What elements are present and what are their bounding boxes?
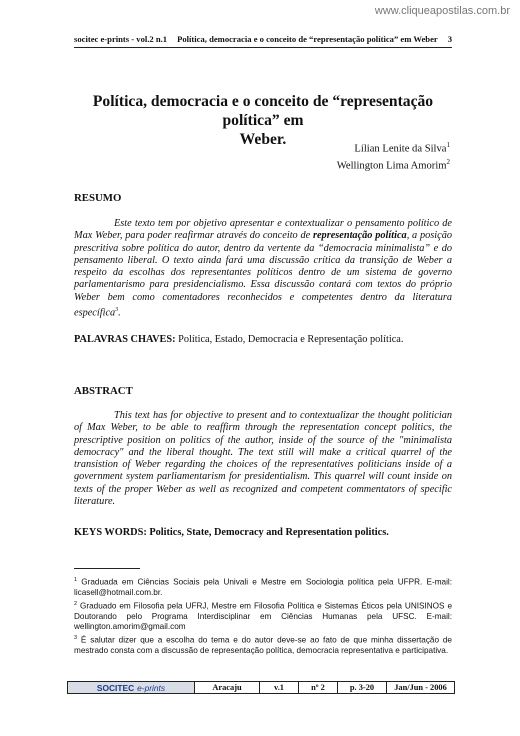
footer-brand xyxy=(68,682,194,693)
footnote-2-text: Graduado em Filosofia pela UFRJ, Mestre em Filosofia Política e Sistemas Éticos pela UNISINOS e Doutorando pelo Programa Interdisciplinar em Ciências Humanas pela UFSC. E-mail: wellington.amorim@gmail.com xyxy=(74,601,452,632)
footer-date: Jan/Jun - 2006 xyxy=(386,682,454,693)
abstract-heading: ABSTRACT xyxy=(74,385,133,397)
footer-brand-eprints: e-prints xyxy=(137,682,166,693)
footnote-1-mark: 1 xyxy=(74,577,78,583)
resumo-footnote-mark: 3 xyxy=(115,307,119,314)
resumo-text-part-1: Este texto tem por objetivo apresentar e contextualizar o pensamento político de Max Weber, para poder reafirmar através do conceito de xyxy=(74,218,452,242)
footnote-2 xyxy=(74,599,452,633)
resumo-heading: RESUMO xyxy=(74,192,122,204)
running-header xyxy=(74,34,452,44)
footnote-3 xyxy=(74,633,452,657)
watermark-url: www.cliqueapostilas.com.br xyxy=(374,5,510,17)
footer-city: Aracaju xyxy=(194,682,259,693)
footnote-divider xyxy=(74,568,140,569)
footer-volume: v.1 xyxy=(259,682,298,693)
author-list xyxy=(337,139,450,172)
resumo-text-bold: representação política xyxy=(312,230,407,242)
footer-pages: p. 3-20 xyxy=(337,682,386,693)
resumo-paragraph xyxy=(74,218,452,320)
footer-number: nº 2 xyxy=(298,682,337,693)
paper-title-line-2: Weber. xyxy=(239,131,287,148)
footer-brand-socitec: SOCITEC xyxy=(96,682,135,693)
footnotes xyxy=(74,575,452,656)
running-header-journal: socitec e-prints - vol.2 n.1 xyxy=(74,34,168,44)
author-2-footnote-mark: 2 xyxy=(446,157,450,166)
header-divider xyxy=(74,47,452,48)
palavras-chaves-label: PALAVRAS CHAVES: xyxy=(74,334,176,345)
footnote-1-text: Graduada em Ciências Sociais pela Univali e Mestre em Sociologia política pela UFPR. E-mail: licasell@hotmail.com.br. xyxy=(74,577,452,598)
keywords-english: KEYS WORDS: Politics, State, Democracy and Representation politics. xyxy=(74,527,389,538)
footnote-1 xyxy=(74,575,452,599)
abstract-paragraph: This text has for objective to present and to contextualizar the thought politician of Max Weber, to be able to reaffirm through the representation concept politics, the prescriptive position on politics of the author, inside of the source of the "minimalista democracy" and the liberal thought. The text still will make a critical quarrel of the transistion of Weber regarding the choices of the representatives politicians inside of a government system parliamentarism for presidentialism. This quarrel will count inside on texts of the proper Weber as well as recognized and competent commentators of specific literature. xyxy=(74,410,452,508)
resumo-text-end: . xyxy=(118,307,121,319)
palavras-chaves xyxy=(74,334,454,345)
footnote-3-mark: 3 xyxy=(74,634,78,641)
page-number: 3 xyxy=(447,34,452,44)
running-header-title: Política, democracia e o conceito de “representação política” em Weber xyxy=(177,34,438,44)
journal-footer xyxy=(67,681,455,694)
author-1-footnote-mark: 1 xyxy=(446,141,450,149)
author-1 xyxy=(337,139,450,156)
author-2 xyxy=(337,156,450,173)
author-1-name: Lílian Lenite da Silva xyxy=(354,143,447,155)
paper-title-line-1: Política, democracia e o conceito de “representação política” em xyxy=(92,93,434,129)
author-2-name: Wellington Lima Amorim xyxy=(336,160,447,172)
footnote-2-mark: 2 xyxy=(74,600,78,607)
resumo-text-part-2: , a posição prescritiva sobre política do autor, dentro da vertente da “democracia minimalista” e do pensamento liberal. O texto ainda fará uma discussão crítica da transição de Weber a respeito da escolhas dos representantes políticos dentro de um sistema de governo parlamentarismo para presidencialismo. Essa discussão contará com textos do próprio Weber bem como comentadores reconhecidos e competentes dentro da literatura específica xyxy=(74,230,452,319)
palavras-chaves-value: Política, Estado, Democracia e Representação política. xyxy=(175,334,404,345)
footnote-3-text: É salutar dizer que a escolha do tema e do autor deve-se ao fato de que minha dissertação de mestrado consta com a discussão de representação política, democracia representativa e participativa. xyxy=(74,635,452,655)
